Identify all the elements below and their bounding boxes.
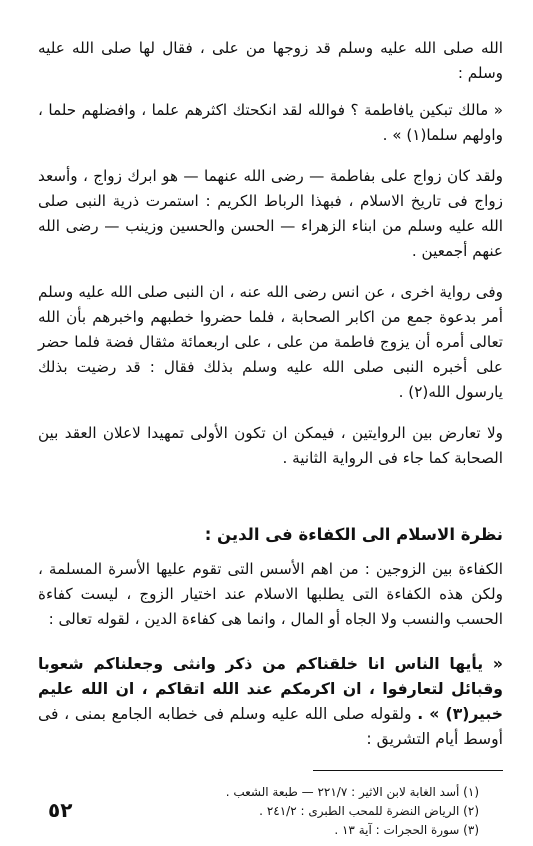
verse-paragraph: [38, 652, 503, 752]
paragraph-5: ولا تعارض بين الروايتين ، فيمكن ان تكون الأولى تمهيدا لاعلان العقد بين الصحابة كما جاء فى الرواية الثانية .: [38, 424, 503, 467]
footnotes: [38, 783, 503, 840]
page-number: ٥٢: [48, 798, 73, 822]
footnote-2: (٢) الرياض النضرة للمحب الطبرى : ٢٤١/٢ .: [259, 804, 479, 818]
paragraph-2-quote: « مالك تبكين يافاطمة ؟ فوالله لقد انكحتك اكثرهم علما ، وافضلهم حلما ، واولهم سلما(١) » .: [38, 101, 503, 144]
verse-continuation: ولقوله صلى الله عليه وسلم فى خطابه الجامع بمنى ، فى أوسط أيام التشريق :: [38, 705, 503, 748]
footnote-3: (٣) سورة الحجرات : آية ١٣ .: [334, 823, 479, 837]
quran-verse: « يأيها الناس انا خلقناكم من ذكر وانثى وجعلناكم شعوبا وقبائل لتعارفوا ، ان اكرمكم عند الله اتقاكم ، ان الله عليم خبير(٣) » .: [38, 655, 504, 723]
footnote-1: (١) أسد الغابة لابن الاثير : ٢٢١/٧ — طبعة الشعب .: [225, 785, 479, 799]
paragraph-3: ولقد كان زواج على بفاطمة — رضى الله عنهما — هو ابرك زواج ، وأسعد زواج فى تاريخ الاسلام ، فبهذا الرباط الكريم : استمرت ذرية النبى صلى الله عليه وسلم من ابناء الزهراء — الحسن والحسين وزينب — رضى الله عنهم أجمعين .: [38, 167, 503, 260]
paragraph-6: الكفاءة بين الزوجين : من اهم الأسس التى تقوم عليها الأسرة المسلمة ، ولكن هذه الكفاءة التى يطلبها الاسلام عند اختيار الزوج ، ليست كفاءة الحسب والنسب ولا الجاه أو المال ، وانما هى كفاءة الدين ، لقوله تعالى :: [38, 560, 503, 628]
footnote-divider: [313, 770, 503, 771]
paragraph-1: الله صلى الله عليه وسلم قد زوجها من على ، فقال لها صلى الله عليه وسلم :: [38, 39, 503, 82]
paragraph-4: وفى رواية اخرى ، عن انس رضى الله عنه ، ان النبى صلى الله عليه وسلم أمر بدعوة جمع من اكابر الصحابة ، فلما حضروا خطبهم واخبرهم بأن الله تعالى أمره أن يزوج فاطمة من على ، على اربعمائة مثقال فضة فلما حضر على أخبره النبى صلى الله عليه وسلم بذلك فقال : قد رضيت بذلك يارسول الله(٢) .: [38, 283, 503, 401]
section-heading: نظرة الاسلام الى الكفاءة فى الدين :: [204, 525, 503, 544]
